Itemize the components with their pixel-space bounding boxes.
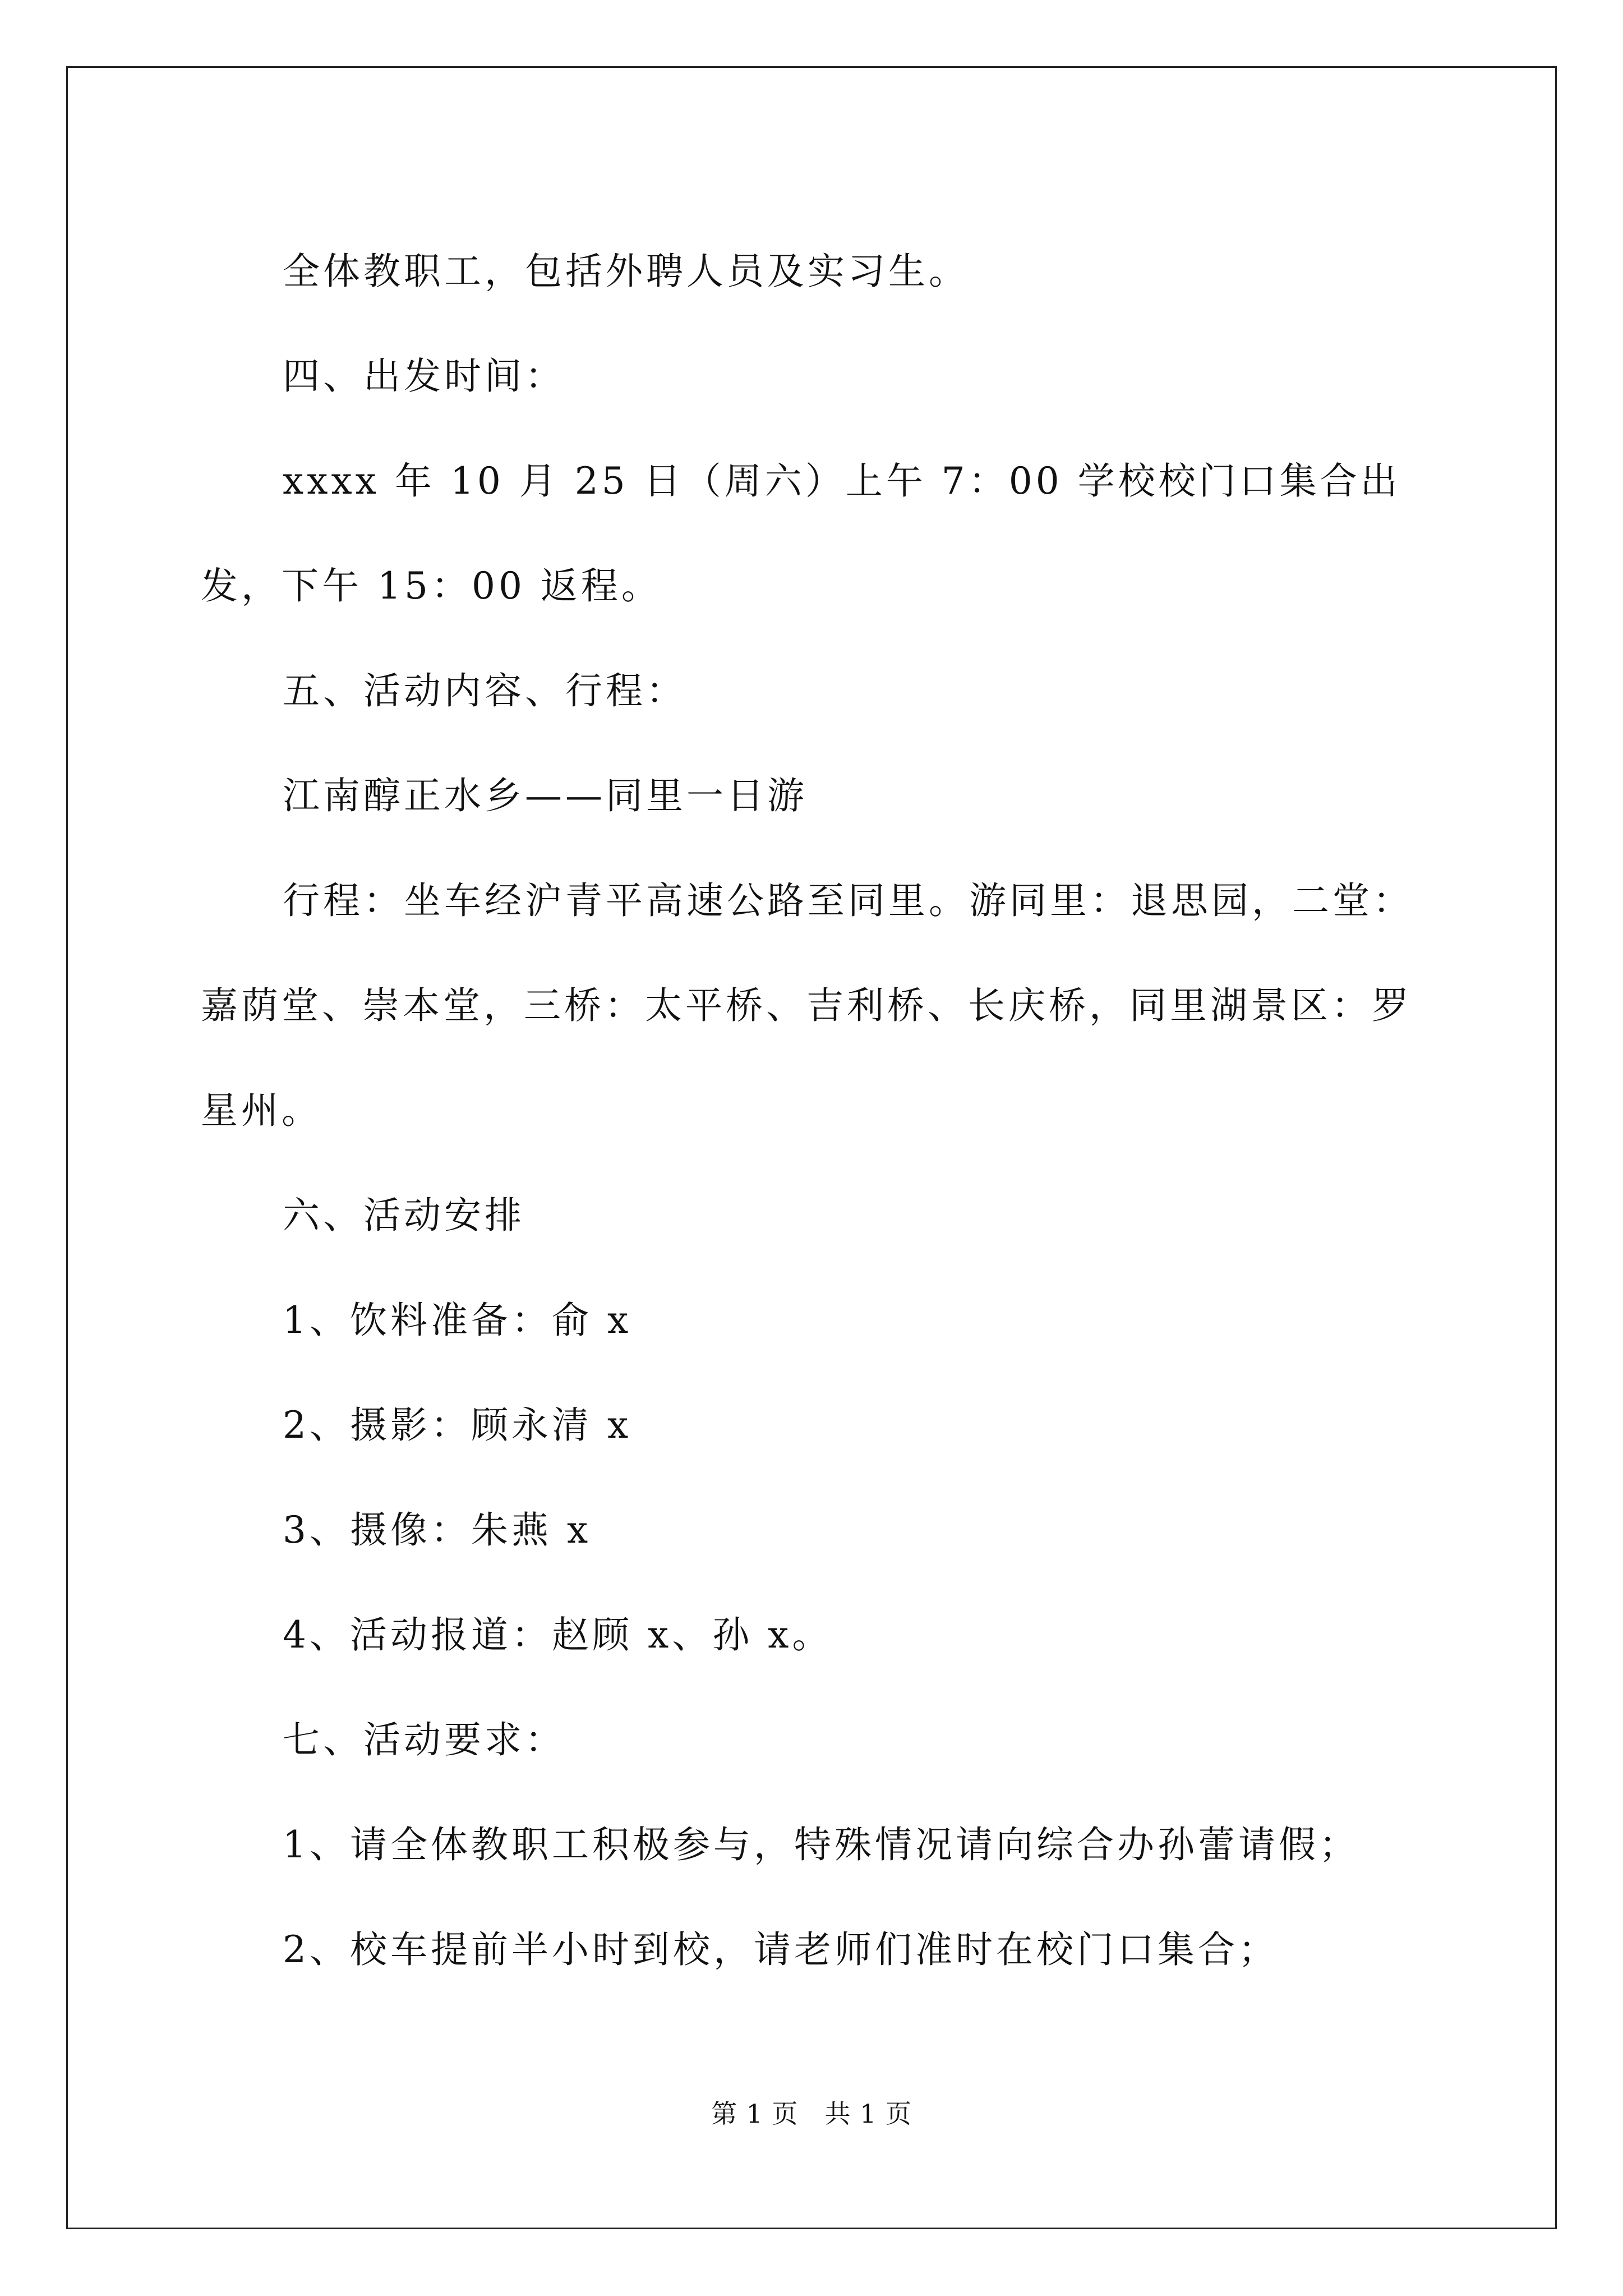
list-item-reporting: 4、活动报道：赵顾 x、孙 x。 <box>283 1613 833 1657</box>
list-item-video: 3、摄像：朱燕 x <box>283 1508 592 1552</box>
heading-activity-requirements: 七、活动要求： <box>283 1718 565 1761</box>
page-footer: 第 1 页 共 1 页 <box>711 2099 912 2129</box>
list-item-drinks: 1、饮料准备：俞 x <box>283 1299 632 1342</box>
paragraph-participants: 全体教职工，包括外聘人员及实习生。 <box>283 250 969 293</box>
list-item-requirement-1: 1、请全体教职工积极参与，特殊情况请向综合办孙蕾请假； <box>283 1823 1359 1866</box>
document-body <box>201 219 1437 2002</box>
heading-departure-time: 四、出发时间： <box>283 355 565 398</box>
paragraph-itinerary: 行程：坐车经沪青平高速公路至同里。游同里：退思园，二堂：嘉荫堂、崇本堂，三桥：太平桥、吉利桥、长庆桥，同里湖景区：罗星州。 <box>201 879 1413 1132</box>
paragraph-departure-details: xxxx 年 10 月 25 日（周六）上午 7：00 学校校门口集合出发，下午 15：00 返程。 <box>201 459 1401 608</box>
list-item-requirement-2: 2、校车提前半小时到校，请老师们准时在校门口集合； <box>283 1928 1279 1971</box>
heading-activity-arrangement: 六、活动安排 <box>283 1194 525 1237</box>
heading-activity-content: 五、活动内容、行程： <box>283 669 686 712</box>
paragraph-trip-title: 江南醇正水乡——同里一日游 <box>283 774 808 817</box>
list-item-photography: 2、摄影：顾永清 x <box>283 1404 632 1447</box>
